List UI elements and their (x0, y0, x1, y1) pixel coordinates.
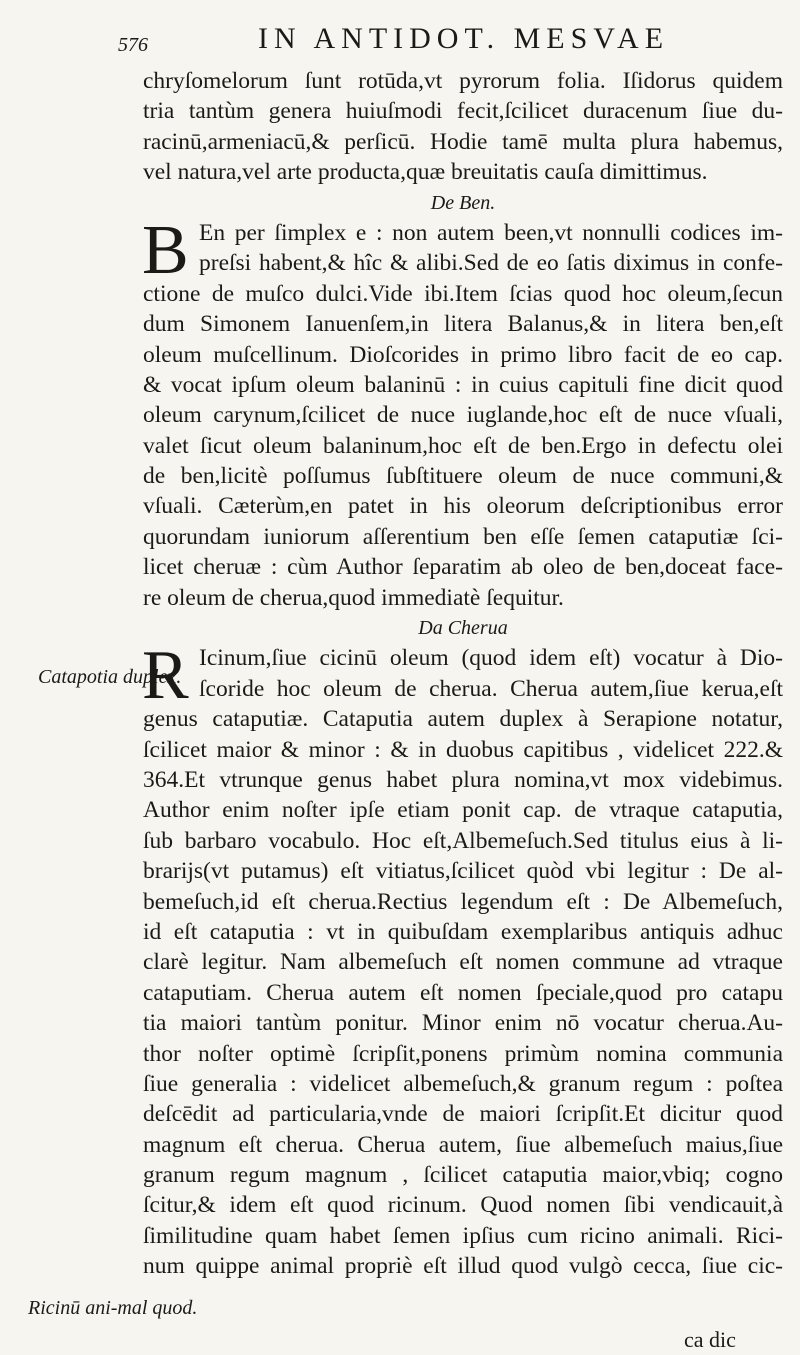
text-line: deſcēdit ad particularia,vnde de maiori ſcripſit.Et dicitur quod (143, 1101, 783, 1128)
section-heading-cherua: Da Cherua (418, 617, 508, 640)
text-line: brarijs(vt putamus) eſt vitiatus,ſcilicet quòd vbi legitur : De al- (143, 858, 783, 885)
drop-cap: B (142, 211, 189, 289)
text-line: Author enim noſter ipſe etiam ponit cap. de vtraque cataputia, (143, 797, 783, 824)
catchword: ca dic (684, 1327, 736, 1352)
text-line: tria tantùm genera huiuſmodi fecit,ſcilicet duracenum ſiue du- (143, 98, 783, 125)
text-line: ctione de muſco dulci.Vide ibi.Item ſcias quod hoc oleum,ſecun (143, 280, 783, 307)
text-line: 364.Et vtrunque genus habet plura nomina,vt mox videbimus. (143, 766, 783, 793)
text-line: racinū,armeniacū,& perſicū. Hodie tamē multa plura habemus, (143, 128, 783, 155)
running-title: IN ANTIDOT. MESVAE (258, 22, 670, 55)
section-heading-ben: De Ben. (430, 191, 496, 214)
text-line: bemeſuch,id eſt cherua.Rectius legendum eſt : De Albemeſuch, (143, 888, 783, 915)
page-number: 576 (118, 34, 148, 56)
text-line: cataputiam. Cherua autem eſt nomen ſpeciale,quod pro catapu (143, 979, 783, 1006)
margin-note-catapotia: Catapotia duplex. (38, 666, 182, 688)
text-line: num quippe animal propriè eſt illud quod vulgò cecca, ſiue cic- (143, 1253, 783, 1280)
text-line: ſub barbaro vocabulo. Hoc eſt,Albemeſuch.Sed titulus eius à li- (143, 827, 783, 854)
section-cherua-body (142, 637, 783, 1281)
text-line: vel natura,vel arte producta,quæ breuitatis cauſa dimittimus. (143, 159, 708, 186)
section-ben-body (142, 211, 783, 613)
page-header (118, 22, 758, 62)
text-line: Icinum,ſiue cicinū oleum (quod idem eſt) vocatur à Dio- (199, 645, 783, 672)
drop-cap: R (142, 637, 189, 715)
text-line: quorundam iuniorum aſſerentium ben eſſe ſemen cataputiæ ſci- (143, 523, 783, 550)
text-line: ſimilitudine quam habet ſemen ipſius cum ricino animali. Rici- (143, 1222, 783, 1249)
margin-note-ricinum: Ricinū ani-mal quod. (28, 1297, 198, 1319)
text-line: valet ſicut oleum balaninum,hoc eſt de ben.Ergo in defectu olei (143, 432, 783, 459)
text-line: ſcilicet maior & minor : & in duobus capitibus , videlicet 222.& (143, 736, 783, 763)
text-line: dum Simonem Ianuenſem,in litera Balanus,& in litera ben,eſt (143, 311, 783, 338)
text-line: & vocat ipſum oleum balaninū : in cuius capituli fine dicit quod (143, 371, 783, 398)
text-line: thor noſter optimè ſcripſit,ponens primùm nomina communia (143, 1040, 783, 1067)
text-line: vſuali. Cæterùm,en patet in his oleorum deſcriptionibus error (143, 493, 783, 520)
text-block (143, 66, 783, 1282)
text-line: chryſomelorum ſunt rotūda,vt pyrorum folia. Iſidorus quidem (143, 68, 783, 94)
text-line: preſsi habent,& hîc & alibi.Sed de eo ſatis diximus in confe- (199, 250, 783, 277)
text-line: oleum muſcellinum. Dioſcorides in primo libro facit de eo cap. (143, 341, 783, 368)
text-line: licet cheruæ : cùm Author ſeparatim ab oleo de ben,doceat face- (143, 554, 783, 581)
text-line: re oleum de cherua,quod immediatè ſequitur. (143, 584, 564, 611)
text-line: oleum carynum,ſcilicet de nuce iuglande,hoc eſt de nuce vſuali, (143, 402, 783, 429)
text-line: granum regum magnum , ſcilicet cataputia maior,vbiq; cogno (143, 1162, 783, 1189)
text-line: de ben,licitè poſſumus ſubſtituere oleum de nuce communi,& (143, 463, 783, 490)
text-line: genus cataputiæ. Cataputia autem duplex à Serapione notatur, (143, 706, 783, 733)
text-line: ſcitur,& idem eſt quod ricinum. Quod nomen ſibi vendicauit,à (143, 1192, 783, 1219)
text-line: clarè legitur. Nam albemeſuch eſt nomen commune ad vtraque (143, 949, 783, 976)
paragraph-1 (143, 66, 783, 188)
text-line: id eſt cataputia : vt in quibuſdam exemplaribus antiquis adhuc (143, 918, 783, 945)
text-line: En per ſimplex e : non autem been,vt nonnulli codices im- (199, 219, 783, 246)
text-line: tia maiori tantùm ponitur. Minor enim nō vocatur cherua.Au- (143, 1010, 783, 1037)
text-line: ſcoride hoc oleum de cherua. Cherua autem,ſiue kerua,eſt (199, 675, 783, 702)
text-line: magnum eſt cherua. Cherua autem, ſiue albemeſuch maius,ſiue (143, 1131, 783, 1158)
text-line: ſiue generalia : videlicet albemeſuch,& granum regum : poſtea (143, 1070, 783, 1097)
